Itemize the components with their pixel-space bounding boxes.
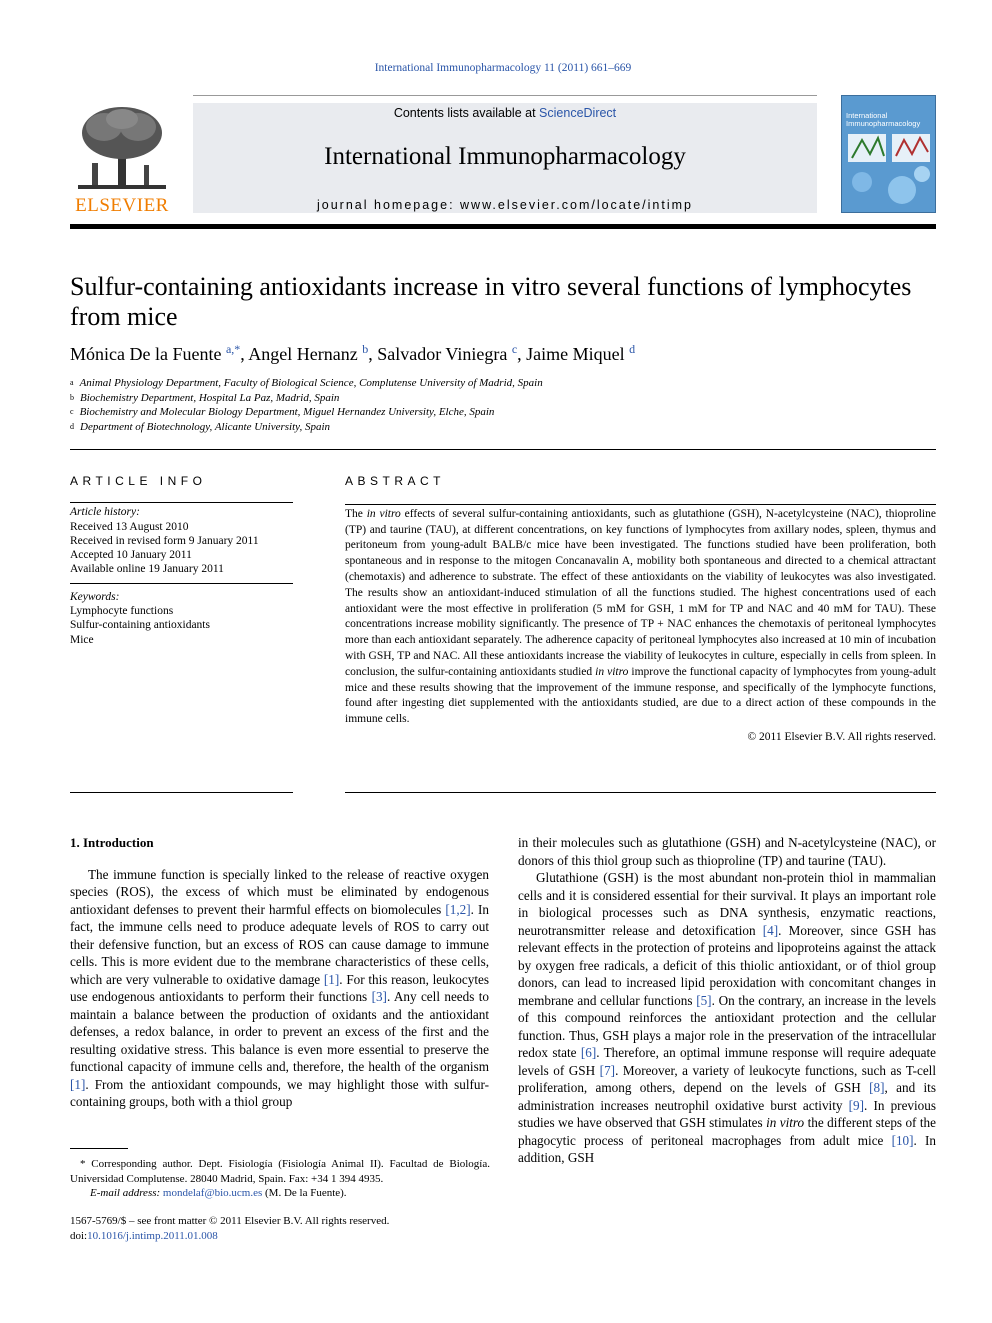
author-affiliation-mark[interactable]: d [629, 342, 636, 356]
section-divider [70, 449, 936, 450]
corresponding-footnote [70, 1157, 490, 1201]
affiliations [70, 376, 940, 434]
corresponding-author-note: * Corresponding author. Dept. Fisiología (Fisiología Animal II). Facultad de Biología. Universidad Complutense. 28040 Madrid, Spain. Fax: +34 1 394 4935. [70, 1158, 490, 1185]
abstract-rule [345, 504, 936, 505]
cover-title-line1: International [846, 111, 888, 120]
citation-ref[interactable]: [7] [599, 1062, 616, 1078]
contents-line [193, 106, 817, 120]
journal-citation[interactable]: International Immunopharmacology 11 (2011) 661–669 [374, 62, 632, 74]
author-name[interactable]: Angel Hernanz [248, 344, 358, 364]
citation-ref[interactable]: [1,2] [445, 901, 471, 917]
journal-homepage[interactable]: journal homepage: www.elsevier.com/locate/intimp [317, 198, 693, 212]
keyword-item: Sulfur-containing antioxidants [70, 619, 210, 632]
affiliation-item: $^c$ Biochemistry and Molecular Biology Department, Miguel Hernandez University, Elche, Spain [70, 406, 495, 418]
article-info [70, 474, 293, 647]
author-name[interactable]: Salvador Viniegra [377, 344, 508, 364]
affiliation-item: $^d$ Department of Biotechnology, Alicante University, Spain [70, 420, 331, 433]
history-item: Received in revised form 9 January 2011 [70, 534, 259, 547]
article-info-heading: ARTICLE INFO [70, 474, 207, 488]
citation-ref[interactable]: [10] [891, 1132, 914, 1148]
info-rule [70, 583, 293, 584]
citation-ref[interactable]: [9] [848, 1097, 864, 1113]
keyword-item: Lymphocyte functions [70, 605, 174, 618]
paragraph: Glutathione (GSH) is the most abundant non-protein thiol in mammalian cells and it is considered essential for their survival. It plays an important role in biological processes such as DNA synthesis, enzymatic reactions, neurotransmitter release and detoxification [4]. Moreover, since GSH has relevant effects in the protection of proteins and lipoproteins against the attack by oxygen free radicals, a deficit of this thiolic antioxidant, or of thiol group donors, can lead to increased lipid peroxidation with concomitant changes in membrane and cellular functions [5]. On the contrary, an increase in the levels of this compound reinforces the antioxidant protection and the cellular function. Thus, GSH plays a major role in the preservation of the intracellular redox state [6]. Therefore, an optimal immune response will require adequate levels of GSH [7]. Moreover, a variety of leukocyte functions, such as T-cell proliferation, among others, depend on the levels of GSH [8], and its administration increases neutrophil oxidative burst activity [9]. In previous studies we have observed that GSH stimulates in vitro the different steps of the phagocytic process of peritoneal macrophages from adult mice [10]. In addition, GSH [518, 870, 936, 1165]
front-matter-meta [70, 1214, 490, 1243]
cover-art-icon [842, 130, 936, 213]
issn-line: 1567-5769/$ – see front matter © 2011 Elsevier B.V. All rights reserved. [70, 1215, 390, 1227]
email-link[interactable]: mondelaf@bio.ucm.es [162, 1187, 263, 1199]
affiliation-item: $^b$ Biochemistry Department, Hospital La Paz, Madrid, Spain [70, 391, 340, 404]
paragraph: in their molecules such as glutathione (GSH) and N-acetylcysteine (NAC), or donors of this thiol group such as thioproline (TP) and taurine (TAU). [518, 835, 936, 868]
keywords-label: Keywords: [70, 590, 120, 603]
citation-ref[interactable]: [3] [371, 989, 387, 1004]
journal-name: International Immunopharmacology [324, 143, 686, 170]
paragraph: The immune function is specially linked to the release of reactive oxygen species (ROS), the excess of which must be eliminated by endogenous antioxidant defenses to prevent their harmful effects on biomolecules [1,2]. In fact, the immune cells need to produce adequate levels of ROS to carry out their defensive function, but an excess of ROS can cause damage to immune cells. This is more evident due to the membrane characteristics of these cells, which are very vulnerable to oxidative damage [1]. For this reason, leukocytes use endogenous antioxidants to perform their functions [3]. Any cell needs to maintain a balance between the production of oxidants and the antioxidant defenses, a redox balance, in order to prevent an excess of the first and the resulting oxidative stress. This balance is even more essential to preserve the functional capacity of immune cells and, therefore, the health of the organism [1]. From the antioxidant compounds, we may highlight those with sulfur-containing groups, both with a thiol group [70, 866, 489, 1109]
affiliation-item: $^a$ Animal Physiology Department, Faculty of Biological Science, Complutense University of Madrid, Spain [70, 377, 543, 389]
abstract-bottom-rule [345, 792, 936, 793]
email-line: E-mail address: mondelaf@bio.ucm.es (M. De la Fuente). [90, 1187, 347, 1199]
abstract-heading: ABSTRACT [345, 474, 446, 488]
body-left-column [70, 834, 489, 1111]
elsevier-wordmark: ELSEVIER [75, 195, 169, 216]
citation-ref[interactable]: [4] [762, 922, 779, 938]
history-item: Available online 19 January 2011 [70, 563, 224, 576]
journal-banner [193, 103, 817, 213]
abstract-text: The in vitro effects of several sulfur-containing antioxidants, such as glutathione (GSH), N-acetylcysteine (NAC), thioproline (TP) and taurine (TAU), at different concentrations, on key functions of lymphocytes from axillary nodes, spleen, thymus and peritoneum from young-adult BALB/c mice have been investigated. The functions studied have been proliferation, both spontaneous and in response to the mitogen Concanavalin A, mobility both spontaneous and directed to a chemical attractant (chemotaxis) and adherence to substrate. The effect of these antioxidants on the viability of leukocytes was also investigated. The results show an antioxidant-induced stimulation of all the functions studied. The highest concentrations used of each antioxidant were the most effective in proliferation (5 mM for GSH, 1 mM for TP and NAC and 40 mM for TAU). These concentrations increase mobility significantly. The presence of TP + NAC enhances the chemotaxis of peritoneal lymphocytes more than each antioxidant separately. The adherence capacity of peritoneal lymphocytes also increased at 10 min of incubation with GSH, TP and NAC. All these antioxidants increase the viability of leukocytes in culture, especially in cells from spleen. In conclusion, the sulfur-containing antioxidants studied in vitro improve the functional capacity of lymphocytes from young-adult mice and these results showing that the improvement of the immune response, and specifically of the lymphocyte functions, found after ingesting diet supplemented with the antioxidants studied, are due to a direct action of these compounds in the immune cells. [345, 507, 936, 726]
keyword-item: Mice [70, 633, 94, 646]
elsevier-tree-icon [74, 105, 170, 193]
author-affiliation-mark[interactable]: c [511, 342, 518, 356]
banner-top-rule [193, 95, 817, 96]
history-item: Accepted 10 January 2011 [70, 549, 192, 562]
author-list: Mónica De la Fuente $^{a,*}$, Angel Hernanz $^b$, Salvador Viniegra $^c$, Jaime Miquel $^d$ [70, 342, 636, 364]
info-rule [70, 502, 293, 503]
citation-ref[interactable]: [8] [869, 1080, 885, 1095]
citation-ref[interactable]: [5] [696, 992, 712, 1008]
contents-prefix: Contents lists available at [393, 106, 536, 120]
abstract [345, 474, 936, 746]
cover-title-line2: Immunopharmacology [846, 119, 921, 128]
header-thick-rule [70, 224, 936, 229]
doi-line: doi:10.1016/j.intimp.2011.01.008 [70, 1229, 218, 1242]
elsevier-logo [70, 105, 174, 216]
author-name[interactable]: Mónica De la Fuente [70, 344, 222, 364]
body-right-column [518, 834, 936, 1167]
section-title: 1. Introduction [70, 835, 154, 850]
author-affiliation-mark[interactable]: a,* [225, 342, 241, 356]
copyright: © 2011 Elsevier B.V. All rights reserved. [747, 730, 936, 743]
citation-ref[interactable]: [6] [580, 1045, 597, 1060]
article-title: Sulfur-containing antioxidants increase in vitro several functions of lymphocytes from mice [70, 272, 912, 331]
author-affiliation-mark[interactable]: b [362, 342, 369, 356]
info-bottom-rule [70, 792, 293, 793]
doi-link[interactable]: 10.1016/j.intimp.2011.01.008 [87, 1229, 218, 1242]
journal-cover [841, 95, 936, 213]
history-label: Article history: [70, 506, 140, 519]
citation-ref[interactable]: [1] [323, 971, 340, 987]
history-item: Received 13 August 2010 [70, 520, 189, 533]
author-name[interactable]: Jaime Miquel [526, 344, 625, 364]
footnote-rule [70, 1148, 128, 1149]
sciencedirect-link[interactable]: ScienceDirect [539, 106, 617, 120]
citation-ref[interactable]: [1] [70, 1076, 86, 1092]
